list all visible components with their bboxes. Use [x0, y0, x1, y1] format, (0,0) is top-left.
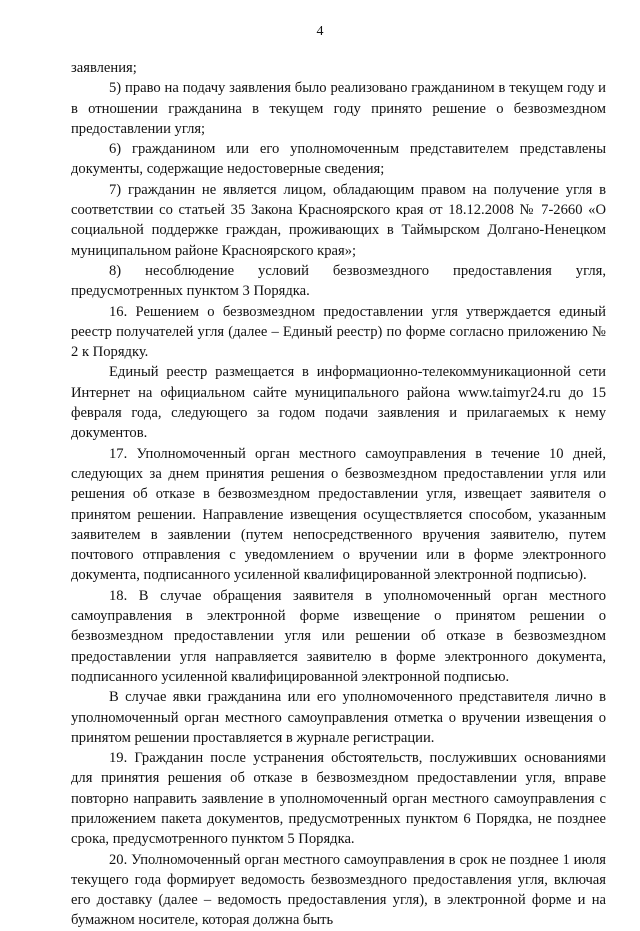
paragraph-clause-19: 19. Гражданин после устранения обстоятельств, послуживших основаниями для принятия решения об отказе в безвозмездном предоставлении угля, вправе повторно направить заявление в уполномоченный орган местного самоуправления с приложением пакета документов, предусмотренных пунктом 6 Порядка, не позднее срока, предусмотренного пунктом 5 Порядка.	[71, 750, 606, 848]
paragraph-item-5: 5) право на подачу заявления было реализовано гражданином в текущем году и в отношении гражданина в текущем году принято решение о безвозмездном предоставлении угля;	[71, 80, 606, 137]
paragraph-item-6: 6) гражданином или его уполномоченным представителем представлены документы, содержащие недостоверные сведения;	[71, 141, 606, 178]
paragraph-item-8: 8) несоблюдение условий безвозмездного предоставления угля, предусмотренных пунктом 3 Порядка.	[71, 262, 606, 300]
paragraph-clause-16: 16. Решением о безвозмездном предоставлении угля утверждается единый реестр получателей угля (далее – Единый реестр) по форме согласно приложению № 2 к Порядку.	[71, 303, 606, 361]
paragraph-clause-18: 18. В случае обращения заявителя в уполномоченный орган местного самоуправления в электронной форме извещение о принятом решении о безвозмездном предоставлении угля или решении об отказе в безвозмездном предоставлении угля направляется заявителю в форме электронного документа, подписанного усиленной квалифицированной электронной подписью.	[71, 587, 606, 685]
page-number: 4	[316, 24, 324, 39]
paragraph-clause-20: 20. Уполномоченный орган местного самоуправления в срок не позднее 1 июля текущего года формирует ведомость безвозмездного предоставления угля, включая его доставку (далее – ведомость предоставления угля), в электронной форме и на бумажном носителе, которая должна быть	[71, 851, 606, 929]
paragraph-continuation: заявления;	[71, 60, 137, 76]
paragraph-item-7: 7) гражданин не является лицом, обладающим правом на получение угля в соответствии со статьей 35 Закона Красноярского края от 18.12.2008 № 7-2660 «О социальной поддержке граждан, проживающих в Таймырском Долгано-Ненецком муниципальном районе Красноярского края»;	[71, 181, 606, 259]
paragraph-personal-visit: В случае явки гражданина или его уполномоченного представителя лично в уполномоченный орган местного самоуправления отметка о вручении извещения о принятом решении проставляется в журнале регистрации.	[71, 689, 606, 746]
paragraph-clause-17: 17. Уполномоченный орган местного самоуправления в течение 10 дней, следующих за днем принятия решения о безвозмездном предоставлении угля или решения об отказе в безвозмездном предоставлении угля, извещает заявителя о принятом решении. Направление извещения осуществляется способом, указанным заявителем в заявлении (путем непосредственного вручения заявителю, путем почтового отправления с уведомлением о вручении или в форме электронного документа, подписанного усиленной квалифицированной электронной подписью).	[71, 445, 606, 584]
paragraph-registry-publication: Единый реестр размещается в информационно-телекоммуникационной сети Интернет на официальном сайте муниципального района www.taimyr24.ru до 15 февраля года, следующего за годом подачи заявления и прилагаемых к нему документов.	[71, 364, 606, 442]
document-body	[71, 58, 606, 931]
